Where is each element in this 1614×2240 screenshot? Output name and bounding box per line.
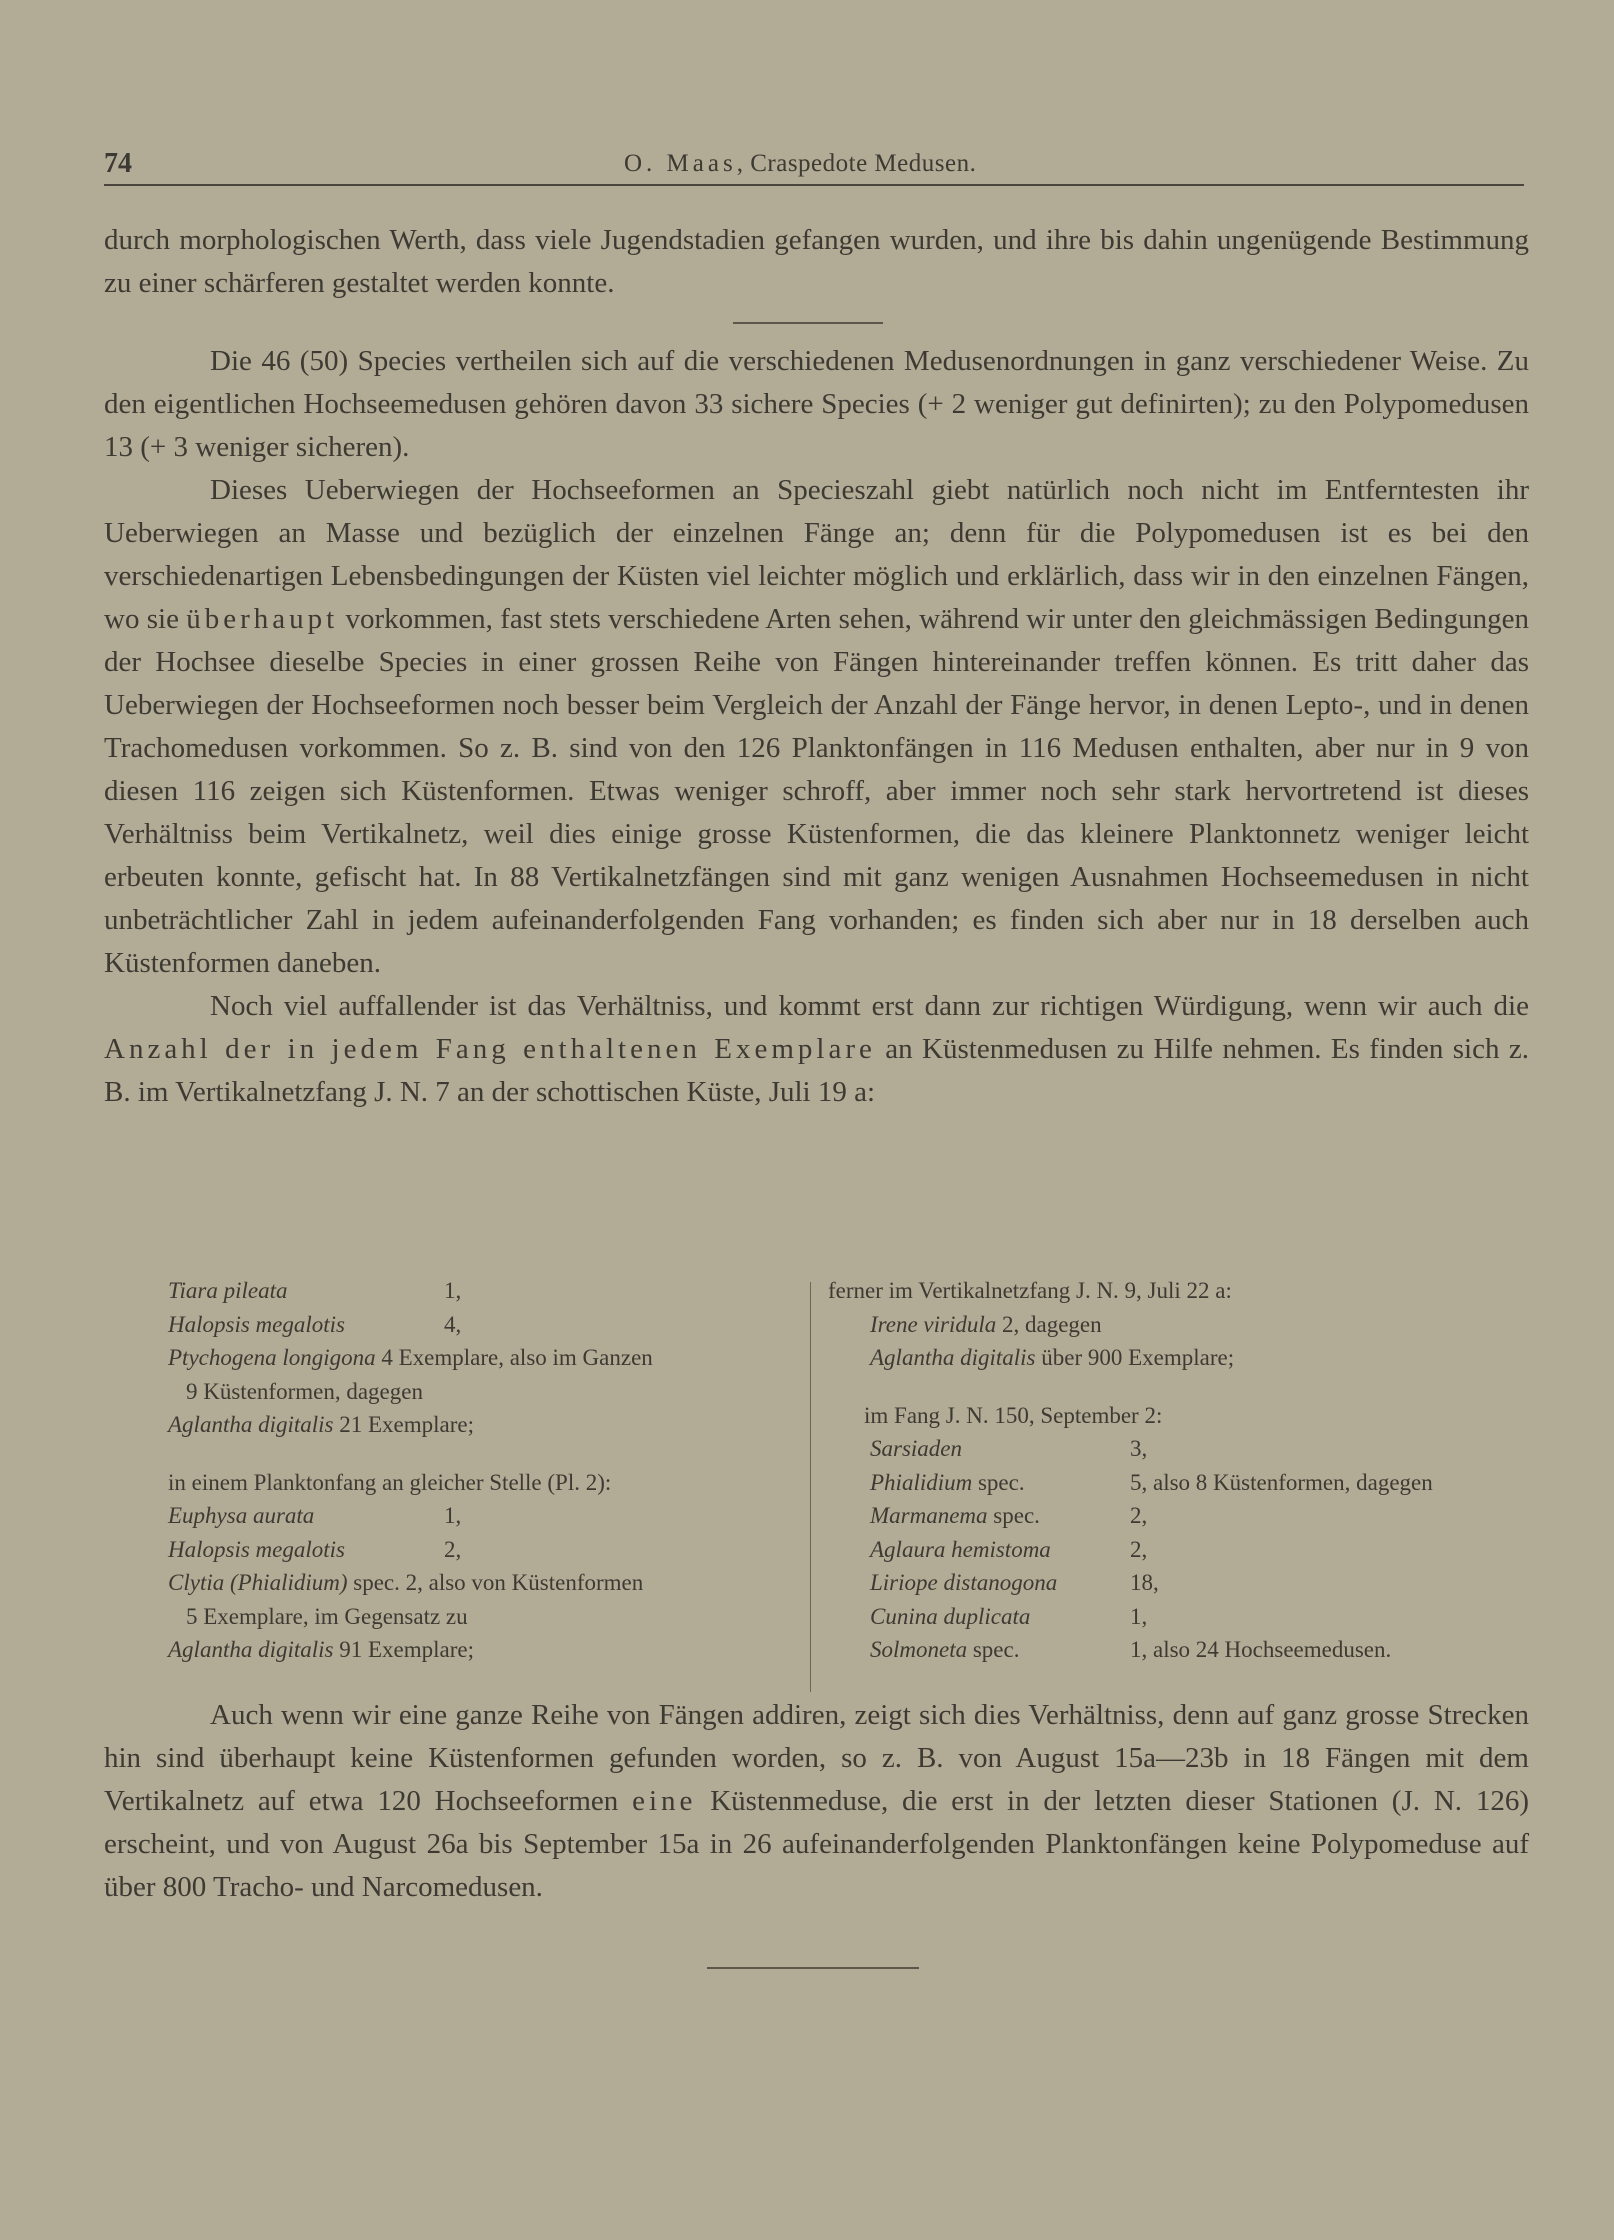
paragraph-hochsee-dominance: Dieses Ueberwiegen der Hochseeformen an Specieszahl giebt natürlich noch nicht im Entferntesten ihr Ueberwiegen an Masse und bezüglich der einzelnen Fänge an; denn für die Polypomedusen ist es bei den verschiedenartigen Lebensbedingungen der Küsten viel leichter möglich und erklärlich, dass wir in den einzelnen Fängen, wo sie überhaupt vorkommen, fast stets verschiedene Arten sehen, während wir unter den gleichmässigen Bedingungen der Hochsee dieselbe Species in einer grossen Reihe von Fängen hintereinander treffen können. Es tritt daher das Ueberwiegen der Hochseeformen noch besser beim Vergleich der Anzahl der Fänge hervor, in denen Lepto-, und in denen Trachomedusen vorkommen. So z. B. sind von den 126 Planktonfängen in 116 Medusen enthalten, aber nur in 9 von diesen 116 zeigen sich Küstenformen. Etwas weniger schroff, aber immer noch sehr stark hervortretend ist dieses Verhältniss beim Vertikalnetz, weil dies einige grosse Küstenformen, die das kleinere Planktonnetz weniger leicht erbeuten konnte, gefischt hat. In 88 Vertikalnetzfängen sind mit ganz wenigen Ausnahmen Hochseemedusen in nicht unbeträchtlicher Zahl in jedem aufeinanderfolgenden Fang vorhanden; es finden sich aber nur in 18 derselben auch Küstenformen daneben.: [104, 474, 1529, 979]
author-name: O. Maas: [624, 150, 737, 177]
list-item: Marmanema spec. 2,: [870, 1503, 1148, 1528]
species-section: [104, 340, 1529, 1114]
closing-text: Auch wenn wir eine ganze Reihe von Fängen addiren, zeigt sich dies Verhältniss, denn auf ganz grosse Strecken hin sind überhaupt keine Küstenformen gefunden worden, so z. B. von August 15a—23b in 18 Fängen mit dem Vertikalnetz auf etwa 120 Hochseeformen eine Küstenmeduse, die erst in der letzten dieser Stationen (J. N. 126) erscheint, und von August 26a bis September 15a in 26 aufeinanderfolgenden Planktonfängen keine Polypomeduse auf über 800 Tracho- und Narcomedusen.: [104, 1699, 1529, 1903]
list-item: Halopsis megalotis 2,: [168, 1536, 462, 1562]
closing-paragraph: [104, 1694, 1529, 1909]
list-item: Aglantha digitalis über 900 Exemplare;: [870, 1345, 1235, 1370]
paragraph-species-count: Die 46 (50) Species vertheilen sich auf die verschiedenen Medusenordnungen in ganz verschiedener Weise. Zu den eigentlichen Hochseemedusen gehören davon 33 sichere Species (+ 2 weniger gut definirten); zu den Polypomedusen 13 (+ 3 weniger sicheren).: [104, 345, 1529, 463]
column-divider: [810, 1282, 811, 1692]
paragraph-specimen-count: Noch viel auffallender ist das Verhältniss, und kommt erst dann zur richtigen Würdigung, wenn wir auch die Anzahl der in jedem Fang enthaltenen Exemplare an Küstenmedusen zu Hilfe nehmen. Es finden sich z. B. im Vertikalnetzfang J. N. 7 an der schottischen Küste, Juli 19 a:: [104, 990, 1530, 1108]
list-item: Sarsiaden 3,: [870, 1436, 1148, 1461]
list-item: Euphysa aurata 1,: [168, 1503, 462, 1528]
list-item: Aglantha digitalis 91 Exemplare;: [168, 1637, 474, 1662]
list-item: Aglantha digitalis 21 Exemplare;: [168, 1412, 474, 1437]
running-title: [624, 150, 976, 178]
list-item: Halopsis megalotis 4,: [168, 1311, 462, 1337]
list-intro: ferner im Vertikalnetzfang J. N. 9, Juli 22 a:: [828, 1278, 1232, 1303]
list-item: Cunina duplicata 1,: [870, 1603, 1148, 1629]
catch-list-left: [168, 1274, 798, 1667]
list-intro: im Fang J. N. 150, September 2:: [864, 1402, 1163, 1428]
list-item: Aglaura hemistoma 2,: [870, 1536, 1148, 1562]
running-header: [104, 148, 1524, 186]
end-divider: [707, 1967, 919, 1969]
list-item-continuation: 5 Exemplare, im Gegensatz zu: [186, 1603, 468, 1629]
intro-paragraph: [104, 219, 1529, 305]
list-item: Solmoneta spec. 1, also 24 Hochseemedusen.: [870, 1637, 1392, 1662]
list-item: Tiara pileata 1,: [168, 1278, 462, 1303]
list-item: Phialidium spec. 5, also 8 Küstenformen, dagegen: [870, 1469, 1433, 1495]
list-item: Ptychogena longigona 4 Exemplare, also im Ganzen: [168, 1345, 653, 1370]
section-divider: [733, 322, 883, 324]
catch-list-right: [828, 1274, 1528, 1667]
intro-text: durch morphologischen Werth, dass viele Jugendstadien gefangen wurden, und ihre bis dahin ungenügende Bestimmung zu einer schärferen gestaltet werden konnte.: [104, 224, 1529, 299]
emphasis-text: eine: [632, 1785, 697, 1817]
emphasis-text: Anzahl der in jedem Fang enthaltenen Exemplare: [104, 1033, 876, 1065]
title-text: , Craspedote Medusen.: [736, 150, 977, 177]
list-item-continuation: 9 Küstenformen, dagegen: [186, 1378, 423, 1404]
list-item: Irene viridula 2, dagegen: [870, 1311, 1102, 1337]
page-number: 74: [104, 148, 132, 179]
emphasis-text: überhaupt: [186, 603, 339, 635]
list-item: Liriope distanogona 18,: [870, 1570, 1159, 1595]
list-item: Clytia (Phialidium) spec. 2, also von Küstenformen: [168, 1570, 644, 1595]
list-intro: in einem Planktonfang an gleicher Stelle (Pl. 2):: [168, 1469, 612, 1495]
